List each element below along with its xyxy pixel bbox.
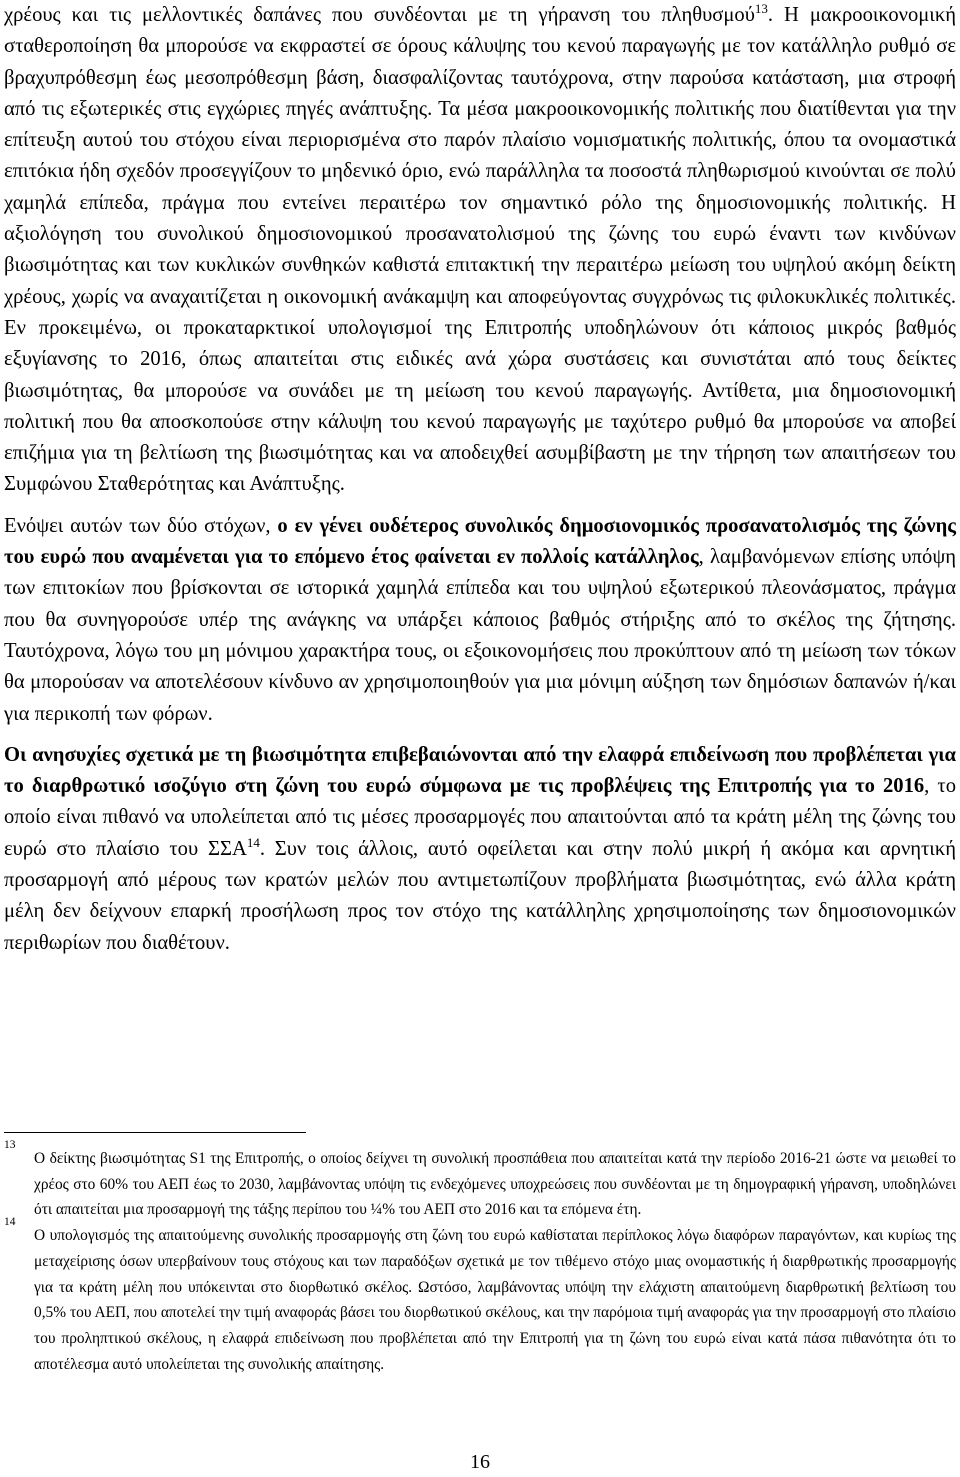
footnote-number: 14 [4,1216,16,1229]
footnote-reference: 13 [754,1,768,17]
text-run: , το οποίο είναι πιθανό να υπολείπεται από τις μέσες προσαρμογές που απαιτούνται από τα κράτη μέλη της ζώνης του ευρώ στο πλαίσιο του ΣΣΑ [4,775,956,860]
footnote-reference: 14 [246,834,260,850]
footnote-separator [4,1132,306,1133]
paragraph [4,0,956,501]
footnote [4,1139,956,1223]
footnote-text: Ο δείκτης βιωσιμότητας S1 της Επιτροπής, ο οποίος δείχνει τη συνολική προσπάθεια που απαιτείται κατά την περίοδο 2016-21 ώστε να μειωθεί το χρέος στο 60% του ΑΕΠ έως το 2030, λαμβάνοντας υπόψη τις ενδεχόμενες υποχρεώσεις που συνδέονται με τη δημογραφική γήρανση, υποδηλώνει ότι απαιτείται μια προσαρμογή της τάξης περίπου του ¼% του ΑΕΠ στο 2016 και τα επόμενα έτη. [34,1150,956,1219]
paragraph [4,511,956,730]
text-run: . Η μακροοικονομική σταθεροποίηση θα μπορούσε να εκφραστεί σε όρους κάλυψης του κενού παραγωγής με τον κατάλληλο ρυθμό σε βραχυπρόθεσμη έως μεσοπρόθεσμη βάση, διασφαλίζοντας ταυτόχρονα, στην παρούσα κατάσταση, μια στροφή από τις εξωτερικές στις εγχώριες πηγές ανάπτυξης. Τα μέσα μακροοικονομικής πολιτικής που διατίθενται για την επίτευξη αυτού του στόχου είναι περιορισμένα στο παρόν πλαίσιο νομισματικής πολιτικής, όπου τα ονομαστικά επιτόκια ήδη σχεδόν προσεγγίζουν το μηδενικό όριο, ενώ παράλληλα τα ποσοστά πληθωρισμού κινούνται σε πολύ χαμηλά επίπεδα, πράγμα που εντείνει περαιτέρω τον σημαντικό ρόλο της δημοσιονομικής πολιτικής. Η αξιολόγηση του συνολικού δημοσιονομικού προσανατολισμού της ζώνης του ευρώ έναντι των κινδύνων βιωσιμότητας και των κυκλικών συνθηκών καθιστά επιτακτική την περαιτέρω μείωση του υψηλού ακόμη δείκτη χρέους, χωρίς να αναχαιτίζεται η οικονομική ανάκαμψη και αποφεύγοντας συγχρόνως τις φιλοκυκλικές πολιτικές. Εν προκειμένω, οι προκαταρκτικοί υπολογισμοί της Επιτροπής υποδηλώνουν ότι κάποιος μικρός βαθμός εξυγίανσης το 2016, όπως απαιτείται στις ειδικές ανά χώρα συστάσεις και συνιστάται από τους δείκτες βιωσιμότητας, θα μπορούσε να συνάδει με τη μείωση του κενού παραγωγής. Αντίθετα, μια δημοσιονομική πολιτική που θα αποσκοπούσε στην κάλυψη του κενού παραγωγής με ταχύτερο ρυθμό θα μπορούσε να αποβεί επιζήμια για τη βελτίωση της βιωσιμότητας και να αποδειχθεί ασυμβίβαστη με την τήρηση των απαιτήσεων του Συμφώνου Σταθερότητας και Ανάπτυξης. [4,4,956,496]
bold-text: Οι ανησυχίες σχετικά με τη βιωσιμότητα επιβεβαιώνονται από την ελαφρά επιδείνωση που προβλέπεται για το διαρθρωτικό ισοζύγιο στη ζώνη του ευρώ σύμφωνα με τις προβλέψεις της Επιτροπής για το 2016 [4,743,956,798]
text-run: , λαμβανόμενων επίσης υπόψη των επιτοκίων που βρίσκονται σε ιστορικά χαμηλά επίπεδα και του υψηλού εξωτερικού πλεονάσματος, πράγμα που θα συνηγορούσε υπέρ της ανάγκης να υπάρξει κάποιος βαθμός στήριξης από το σκέλος της ζήτησης. Ταυτόχρονα, λόγω του μη μόνιμου χαρακτήρα τους, οι εξοικονομήσεις που προκύπτουν από τη μείωση των τόκων θα μπορούσαν να αποτελέσουν κίνδυνο αν χρησιμοποιηθούν για μια μόνιμη αύξηση των δημόσιων δαπανών ή/και για περικοπή των φόρων. [4,546,956,725]
text-run: . Συν τοις άλλοις, αυτό οφείλεται και στην πολύ μικρή ή ακόμα και αρνητική προσαρμογή από μέρους των κρατών μελών που αντιμετωπίζουν προβλήματα βιωσιμότητας, ενώ άλλα κράτη μέλη δεν δείχνουν επαρκή προσήλωση προς τον στόχο της κατάλληλης χρησιμοποίησης των δημοσιονομικών περιθωρίων που διαθέτουν. [4,837,956,954]
page-number: 16 [470,1451,490,1473]
footnote-text: Ο υπολογισμός της απαιτούμενης συνολικής προσαρμογής στη ζώνη του ευρώ καθίσταται περίπλοκος λόγω διαφόρων παραγόντων, και κυρίως της μεταχείρισης όσων υπερβαίνουν τους στόχους και των παραδόξων σχετικά με τον τιθέμενο στόχο μιας ονομαστικής ή διαρθρωτικής προσαρμογής για τα κράτη μέλη που υπόκεινται στο διορθωτικό σκέλος. Ωστόσο, λαμβάνοντας υπόψη την ελάχιστη απαιτούμενη διαρθρωτική βελτίωση του 0,5% του ΑΕΠ, που αποτελεί την τιμή αναφοράς βάσει του διορθωτικού σκέλους, και την παρόμοια τιμή αναφοράς για την προσαρμογή στο πλαίσιο του προληπτικού σκέλους, η ελαφρά επιδείνωση που προβλέπεται από την Επιτροπή για τη ζώνη του ευρώ είναι κατά πάσα πιθανότητα ότι το αποτέλεσμα αυτό υπολείπεται της συνολικής απαίτησης. [34,1227,956,1373]
footnote [4,1216,956,1377]
paragraph [4,740,956,959]
footnotes [4,1139,956,1377]
text-run: χρέους και τις μελλοντικές δαπάνες που συνδέονται με τη γήρανση του πληθυσμού [4,4,755,26]
body-text [4,0,956,959]
footnote-number: 13 [4,1139,16,1151]
bold-text: ο εν γένει ουδέτερος συνολικός δημοσιονομικός προσανατολισμός της ζώνης του ευρώ που αναμένεται για το επόμενο έτος φαίνεται εν πολλοίς κατάλληλος [4,514,956,569]
text-run: Ενόψει αυτών των δύο στόχων, [4,514,278,537]
